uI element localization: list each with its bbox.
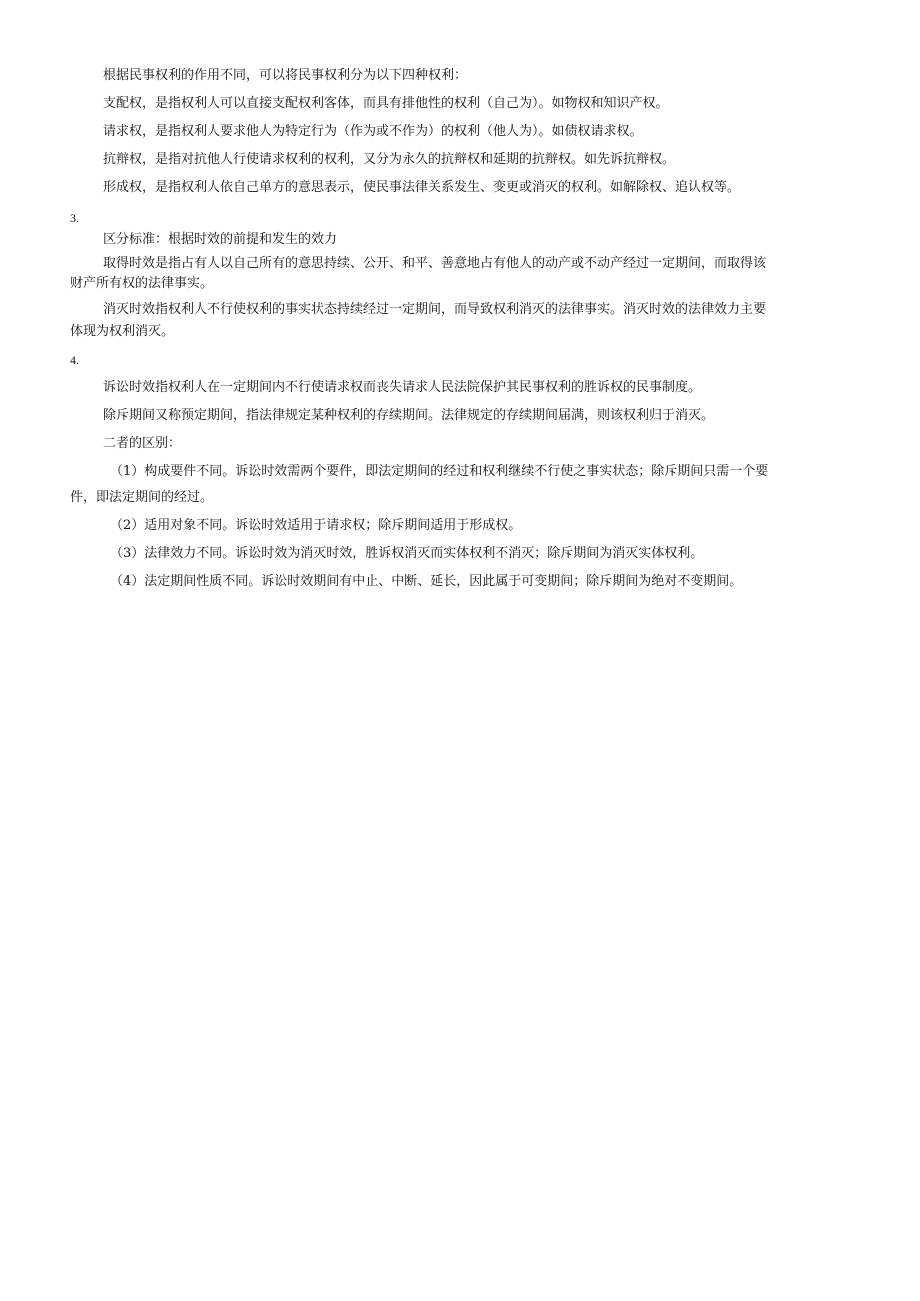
exclusion-period-definition: 除斥期间又称预定期间，指法律规定某种权利的存续期间。法律规定的存续期间届满，则该权利归于消灭。 bbox=[103, 408, 715, 423]
distinction-criterion: 区分标准：根据时效的前提和发生的效力 bbox=[103, 232, 338, 247]
limitation-period-definition: 诉讼时效指权利人在一定期间内不行使请求权而丧失请求人民法院保护其民事权利的胜诉权的民事制度。 bbox=[103, 380, 702, 395]
item-number-4: 4. bbox=[70, 353, 79, 367]
difference-3: （3）法律效力不同。诉讼时效为消灭时效，胜诉权消灭而实体权利不消灭；除斥期间为消灭实体权利。 bbox=[110, 546, 704, 561]
difference-2: （2）适用对象不同。诉讼时效适用于请求权；除斥期间适用于形成权。 bbox=[110, 518, 522, 533]
difference-4: （4）法定期间性质不同。诉讼时效期间有中止、中断、延长，因此属于可变期间；除斥期间为绝对不变期间。 bbox=[110, 574, 743, 589]
defense-right-paragraph: 抗辩权，是指对抗他人行使请求权利的权利，又分为永久的抗辩权和延期的抗辩权。如先诉抗辩权。 bbox=[103, 152, 676, 167]
claim-right-paragraph: 请求权，是指权利人要求他人为特定行为（作为或不作为）的权利（他人为）。如债权请求权。 bbox=[103, 124, 643, 139]
difference-1-line-1: （1）构成要件不同。诉讼时效需两个要件，即法定期间的经过和权利继续不行使之事实状态；除斥期间只需一个要 bbox=[110, 464, 769, 479]
item-number-3: 3. bbox=[70, 211, 79, 225]
differences-heading: 二者的区别： bbox=[103, 436, 182, 451]
difference-1-line-2: 件，即法定期间的经过。 bbox=[70, 490, 214, 505]
extinctive-prescription-line-2: 体现为权利消灭。 bbox=[70, 324, 175, 339]
extinctive-prescription-line-1: 消灭时效指权利人不行使权利的事实状态持续经过一定期间，而导致权利消灭的法律事实。消灭时效的法律效力主要 bbox=[103, 302, 767, 317]
dominance-right-paragraph: 支配权，是指权利人可以直接支配权利客体，而具有排他性的权利（自己为）。如物权和知识产权。 bbox=[103, 96, 669, 111]
acquisitive-prescription-line-2: 财产所有权的法律事实。 bbox=[70, 276, 214, 291]
rights-classification-intro: 根据民事权利的作用不同，可以将民事权利分为以下四种权利： bbox=[103, 68, 468, 83]
formation-right-paragraph: 形成权，是指权利人依自己单方的意思表示，使民事法律关系发生、变更或消灭的权利。如解除权、追认权等。 bbox=[103, 180, 741, 195]
acquisitive-prescription-line-1: 取得时效是指占有人以自己所有的意思持续、公开、和平、善意地占有他人的动产或不动产经过一定期间，而取得该 bbox=[103, 256, 767, 271]
